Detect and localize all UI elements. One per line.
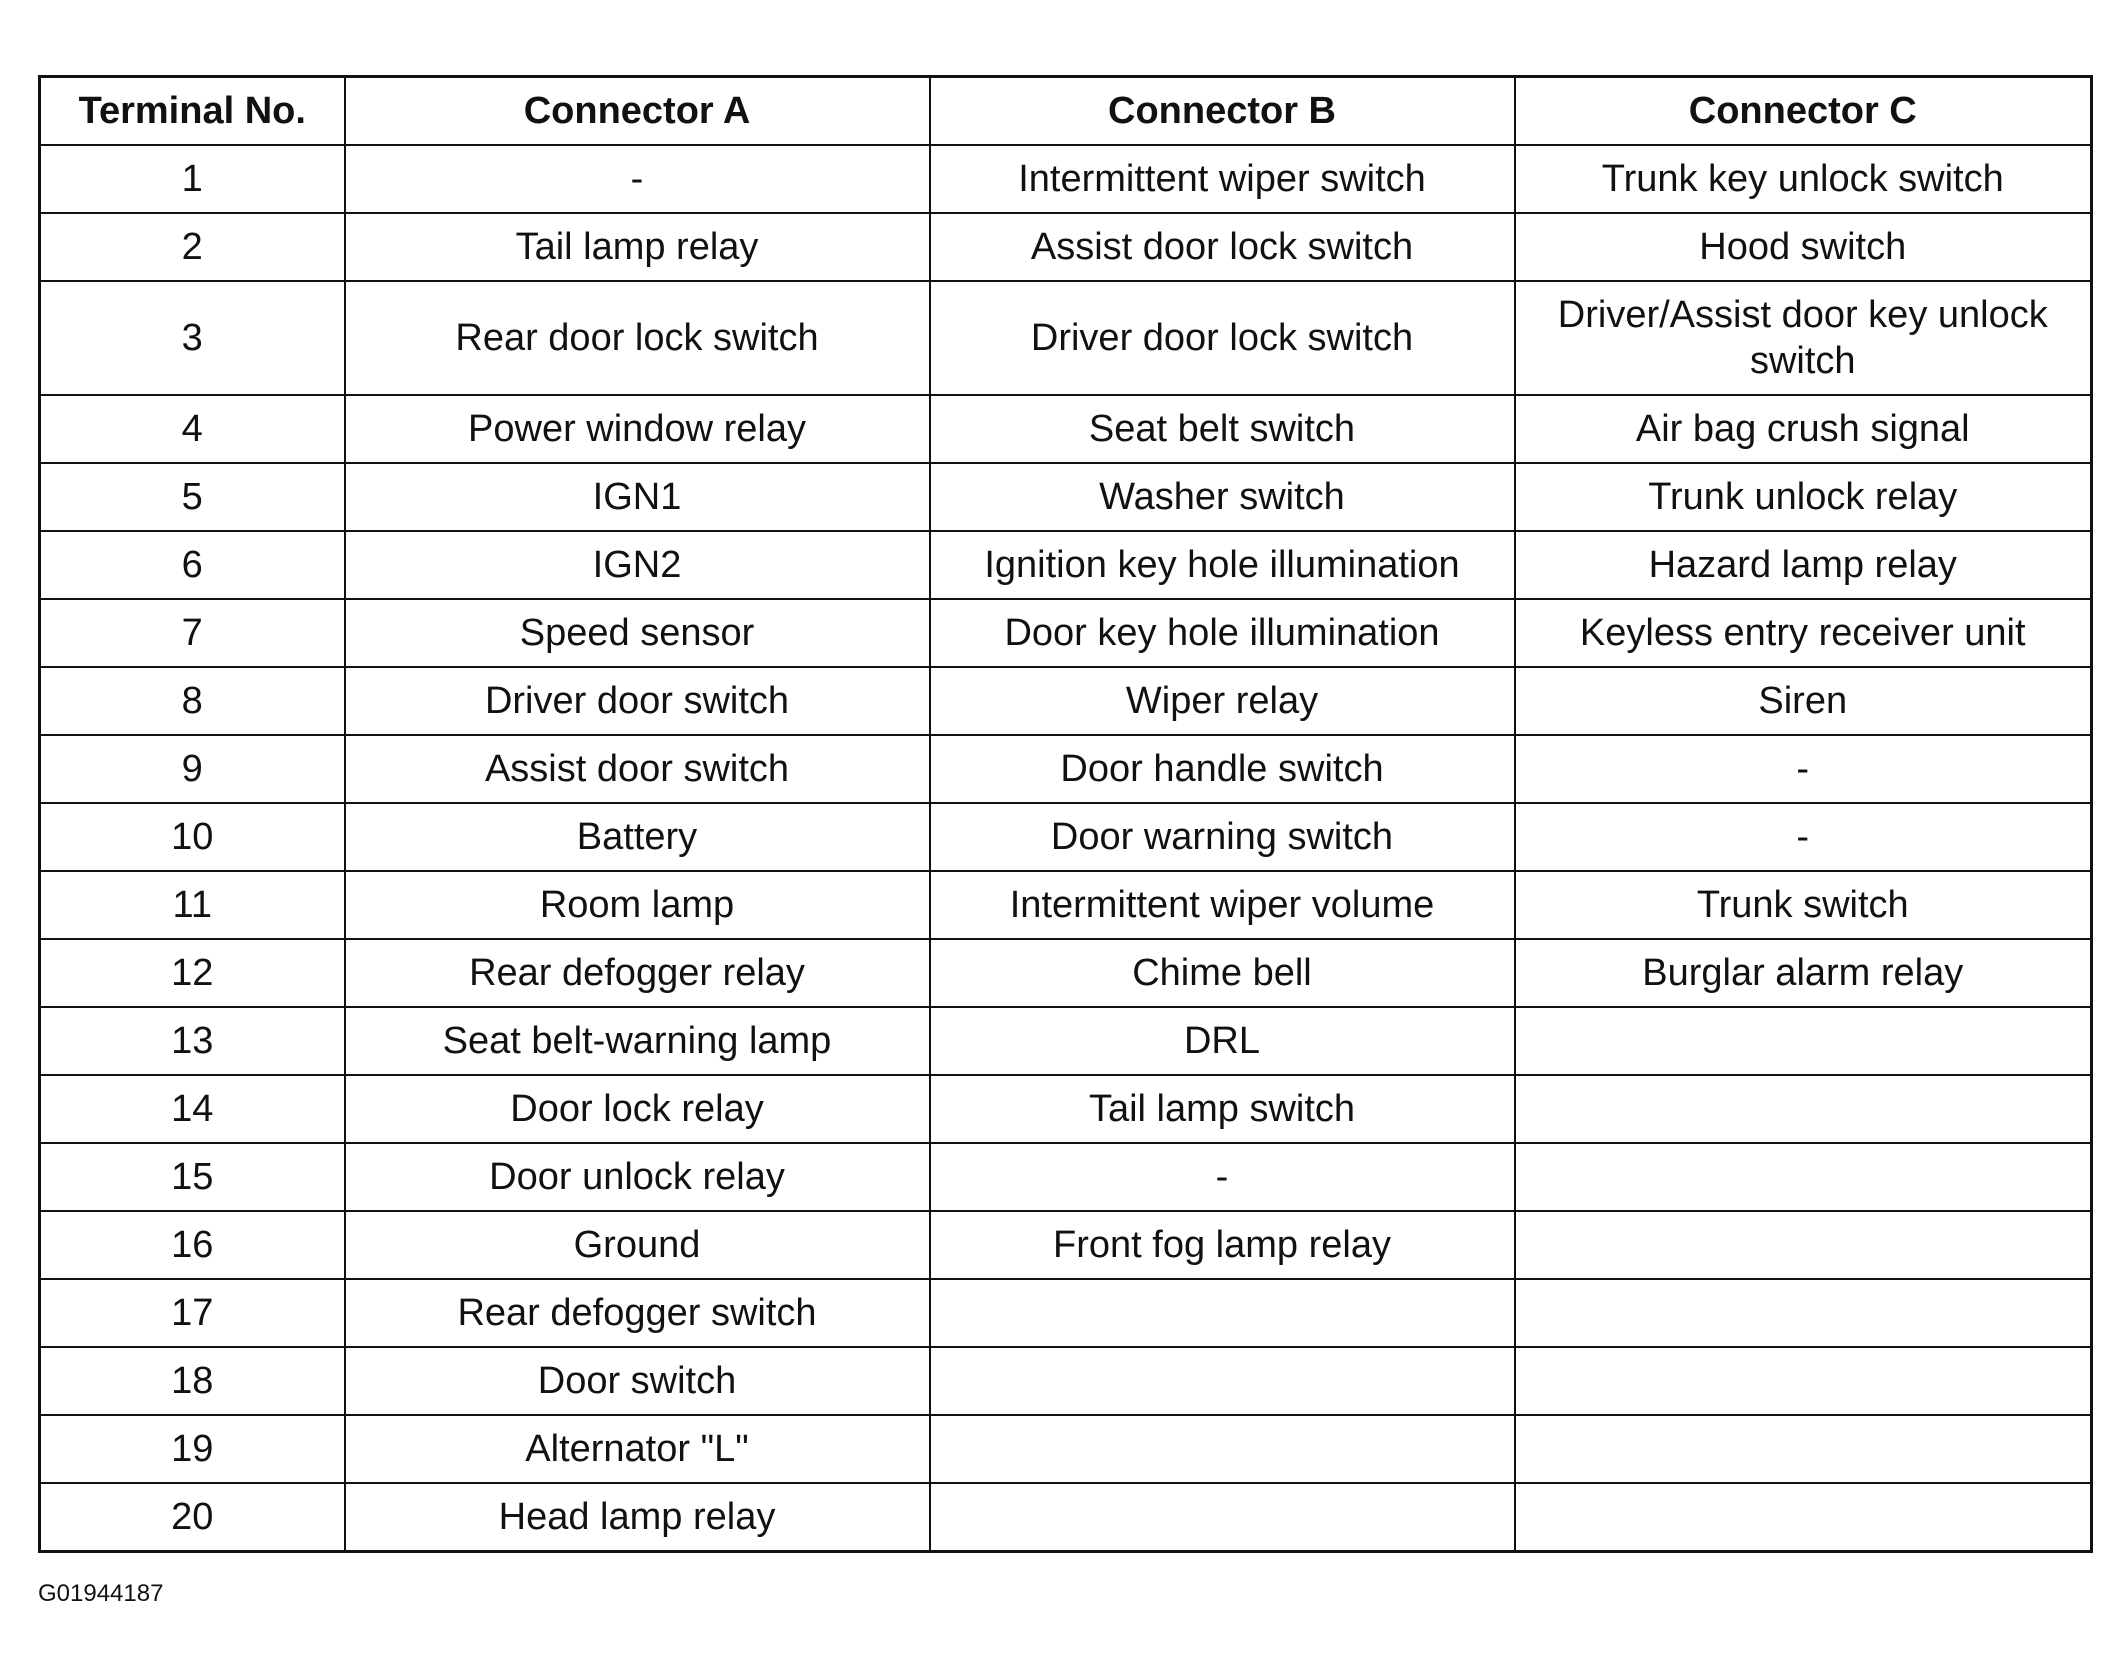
cell-terminal-no: 19 [40, 1415, 345, 1483]
cell-connector-c [1515, 1075, 2092, 1143]
table-row [40, 463, 2092, 531]
table-header-row [40, 77, 2092, 146]
cell-connector-a: Power window relay [345, 395, 930, 463]
cell-terminal-no: 16 [40, 1211, 345, 1279]
cell-connector-a: Seat belt-warning lamp [345, 1007, 930, 1075]
cell-connector-c: Burglar alarm relay [1515, 939, 2092, 1007]
cell-connector-c: - [1515, 803, 2092, 871]
cell-connector-a: Driver door switch [345, 667, 930, 735]
table-row [40, 281, 2092, 395]
cell-connector-c: Hazard lamp relay [1515, 531, 2092, 599]
cell-terminal-no: 17 [40, 1279, 345, 1347]
table-body [40, 145, 2092, 1552]
cell-connector-b: Chime bell [930, 939, 1515, 1007]
cell-terminal-no: 14 [40, 1075, 345, 1143]
cell-terminal-no: 13 [40, 1007, 345, 1075]
cell-terminal-no: 7 [40, 599, 345, 667]
cell-connector-a: Assist door switch [345, 735, 930, 803]
cell-connector-a: Rear defogger switch [345, 1279, 930, 1347]
cell-connector-c [1515, 1143, 2092, 1211]
terminal-table-container [38, 75, 2090, 1553]
header-terminal-no: Terminal No. [40, 77, 345, 146]
cell-connector-a: Door switch [345, 1347, 930, 1415]
cell-connector-b: Seat belt switch [930, 395, 1515, 463]
cell-connector-a: Tail lamp relay [345, 213, 930, 281]
cell-terminal-no: 11 [40, 871, 345, 939]
cell-terminal-no: 1 [40, 145, 345, 213]
cell-connector-b [930, 1483, 1515, 1552]
table-row [40, 1075, 2092, 1143]
cell-connector-a: Rear door lock switch [345, 281, 930, 395]
cell-connector-a: Battery [345, 803, 930, 871]
cell-connector-b [930, 1415, 1515, 1483]
cell-connector-c [1515, 1211, 2092, 1279]
table-row [40, 1347, 2092, 1415]
cell-connector-c [1515, 1347, 2092, 1415]
cell-connector-b: - [930, 1143, 1515, 1211]
table-row [40, 531, 2092, 599]
cell-connector-c [1515, 1279, 2092, 1347]
cell-connector-c: Trunk unlock relay [1515, 463, 2092, 531]
terminal-connector-table [38, 75, 2093, 1553]
cell-terminal-no: 3 [40, 281, 345, 395]
cell-connector-c: Trunk switch [1515, 871, 2092, 939]
cell-connector-b: Washer switch [930, 463, 1515, 531]
cell-connector-b [930, 1347, 1515, 1415]
table-row [40, 1279, 2092, 1347]
cell-connector-c [1515, 1415, 2092, 1483]
cell-connector-b: Door handle switch [930, 735, 1515, 803]
cell-connector-c [1515, 1483, 2092, 1552]
cell-connector-b: Door key hole illumination [930, 599, 1515, 667]
cell-connector-b: Wiper relay [930, 667, 1515, 735]
cell-terminal-no: 10 [40, 803, 345, 871]
table-row [40, 213, 2092, 281]
cell-connector-b: Assist door lock switch [930, 213, 1515, 281]
table-row [40, 735, 2092, 803]
cell-connector-c: Hood switch [1515, 213, 2092, 281]
cell-connector-b: Front fog lamp relay [930, 1211, 1515, 1279]
cell-connector-c: Driver/Assist door key unlock switch [1515, 281, 2092, 395]
header-connector-a: Connector A [345, 77, 930, 146]
cell-terminal-no: 18 [40, 1347, 345, 1415]
header-connector-b: Connector B [930, 77, 1515, 146]
cell-connector-a: Rear defogger relay [345, 939, 930, 1007]
header-connector-c: Connector C [1515, 77, 2092, 146]
cell-connector-b: Door warning switch [930, 803, 1515, 871]
cell-connector-c: Keyless entry receiver unit [1515, 599, 2092, 667]
cell-connector-b: Tail lamp switch [930, 1075, 1515, 1143]
cell-terminal-no: 9 [40, 735, 345, 803]
cell-terminal-no: 2 [40, 213, 345, 281]
table-row [40, 803, 2092, 871]
cell-connector-b: Driver door lock switch [930, 281, 1515, 395]
cell-connector-a: Door lock relay [345, 1075, 930, 1143]
cell-terminal-no: 15 [40, 1143, 345, 1211]
cell-connector-b: Intermittent wiper volume [930, 871, 1515, 939]
cell-terminal-no: 4 [40, 395, 345, 463]
cell-connector-c: Air bag crush signal [1515, 395, 2092, 463]
cell-connector-a: Room lamp [345, 871, 930, 939]
cell-connector-a: Head lamp relay [345, 1483, 930, 1552]
table-row [40, 1415, 2092, 1483]
cell-connector-b: DRL [930, 1007, 1515, 1075]
table-row [40, 871, 2092, 939]
cell-connector-a: IGN1 [345, 463, 930, 531]
cell-connector-c: Siren [1515, 667, 2092, 735]
cell-connector-a: - [345, 145, 930, 213]
cell-connector-a: Speed sensor [345, 599, 930, 667]
cell-connector-c: - [1515, 735, 2092, 803]
table-row [40, 667, 2092, 735]
cell-connector-b [930, 1279, 1515, 1347]
cell-terminal-no: 6 [40, 531, 345, 599]
table-row [40, 939, 2092, 1007]
cell-terminal-no: 20 [40, 1483, 345, 1552]
cell-connector-b: Ignition key hole illumination [930, 531, 1515, 599]
cell-connector-a: Ground [345, 1211, 930, 1279]
cell-connector-b: Intermittent wiper switch [930, 145, 1515, 213]
table-row [40, 1483, 2092, 1552]
cell-connector-a: IGN2 [345, 531, 930, 599]
figure-id: G01944187 [38, 1580, 164, 1607]
cell-connector-c [1515, 1007, 2092, 1075]
cell-terminal-no: 8 [40, 667, 345, 735]
table-row [40, 1211, 2092, 1279]
table-row [40, 395, 2092, 463]
cell-connector-a: Alternator "L" [345, 1415, 930, 1483]
cell-connector-c: Trunk key unlock switch [1515, 145, 2092, 213]
cell-terminal-no: 5 [40, 463, 345, 531]
cell-connector-a: Door unlock relay [345, 1143, 930, 1211]
cell-terminal-no: 12 [40, 939, 345, 1007]
table-row [40, 599, 2092, 667]
table-row [40, 145, 2092, 213]
table-row [40, 1143, 2092, 1211]
table-row [40, 1007, 2092, 1075]
